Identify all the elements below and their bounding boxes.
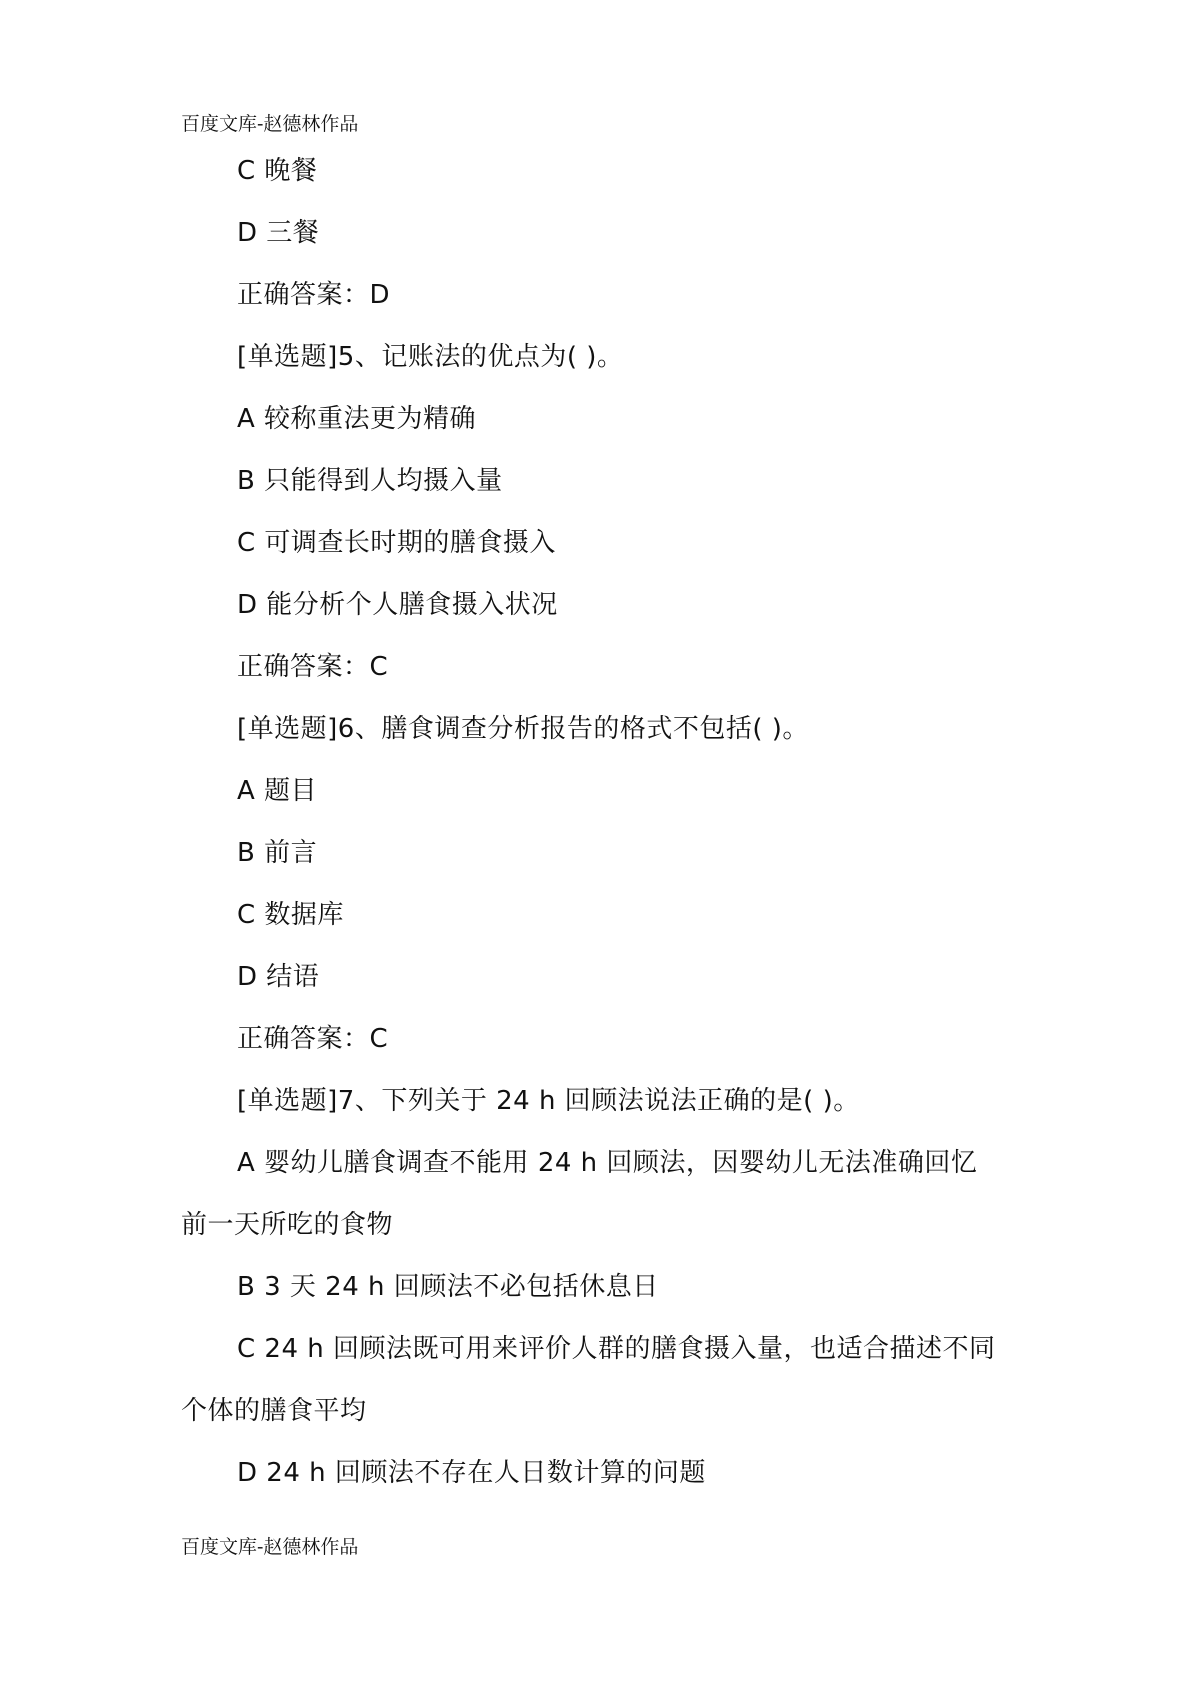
answer-q6: 正确答案：C <box>237 1024 389 1054</box>
question-7: [单选题]7、下列关于 24 h 回顾法说法正确的是( )。 <box>237 1086 860 1116</box>
question-6: [单选题]6、膳食调查分析报告的格式不包括( )。 <box>237 714 809 744</box>
option-b-q6: B 前言 <box>237 838 318 868</box>
option-a-q7: A 婴幼儿膳食调查不能用 24 h 回顾法，因婴幼儿无法准确回忆 <box>237 1148 978 1178</box>
question-5: [单选题]5、记账法的优点为( )。 <box>237 342 624 372</box>
option-c-q7-continued: 个体的膳食平均 <box>181 1396 367 1426</box>
option-d-q5: D 能分析个人膳食摄入状况 <box>237 590 558 620</box>
option-c-q6: C 数据库 <box>237 900 344 930</box>
option-d-q4: D 三餐 <box>237 218 320 248</box>
option-b-q5: B 只能得到人均摄入量 <box>237 466 503 496</box>
option-a-q5: A 较称重法更为精确 <box>237 404 477 434</box>
option-a-q6: A 题目 <box>237 776 318 806</box>
option-a-q7-continued: 前一天所吃的食物 <box>181 1210 394 1240</box>
page-header: 百度文库-赵德林作品 <box>181 113 359 135</box>
option-b-q7: B 3 天 24 h 回顾法不必包括休息日 <box>237 1272 659 1302</box>
option-c-q5: C 可调查长时期的膳食摄入 <box>237 528 556 558</box>
answer-q4: 正确答案：D <box>237 280 391 310</box>
option-c-q7: C 24 h 回顾法既可用来评价人群的膳食摄入量，也适合描述不同 <box>237 1334 996 1364</box>
answer-q5: 正确答案：C <box>237 652 389 682</box>
option-d-q7: D 24 h 回顾法不存在人日数计算的问题 <box>237 1458 706 1488</box>
option-d-q6: D 结语 <box>237 962 320 992</box>
option-c-q4: C 晚餐 <box>237 156 318 186</box>
page-footer: 百度文库-赵德林作品 <box>181 1536 359 1558</box>
